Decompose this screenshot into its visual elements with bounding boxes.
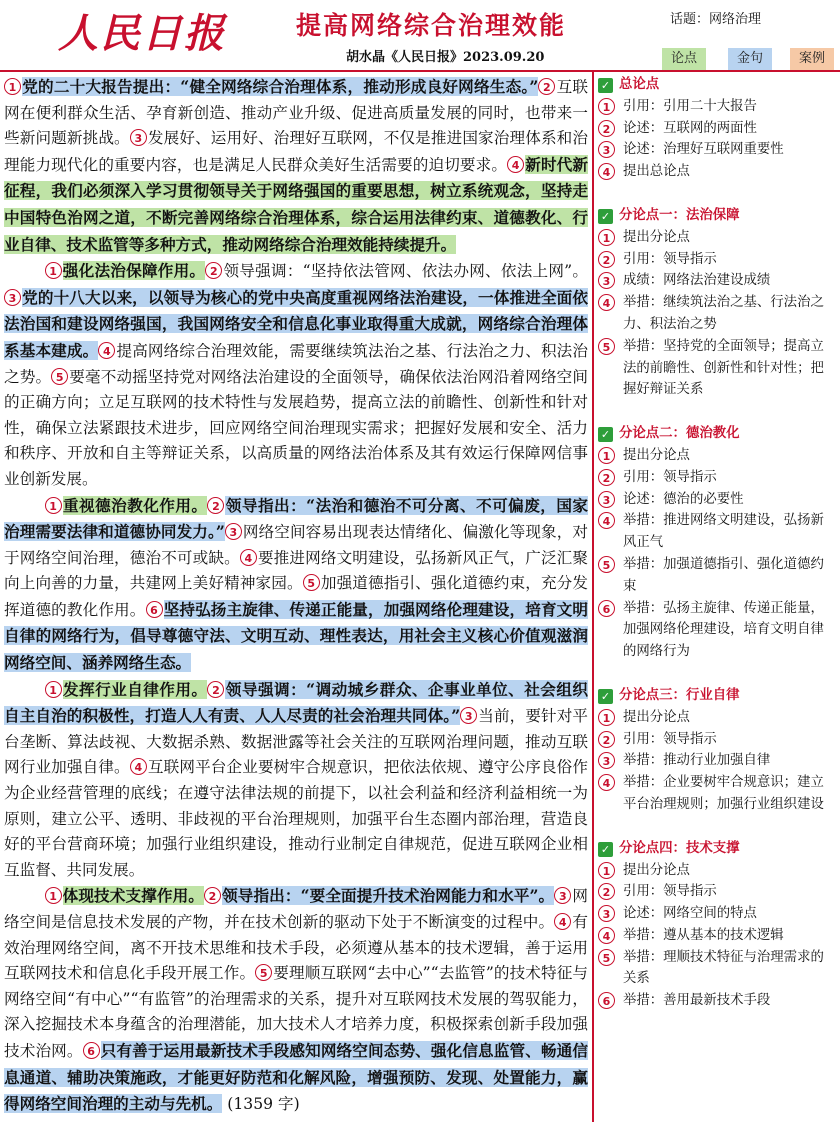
checkmark-icon: ✓ [598,209,613,224]
sentence-text: 要毫不动摇坚持党对网络法治建设的全面领导，确保依法治网沿着网络空间的正确方向；立足互联网的技术特性与发展趋势，提高立法的前瞻性、创新性和针对性，确保立法紧跟技术进步，回应网络空间治理现实需求；把握好发展和安全、活力和秩序、开放和自主等辩证关系，以高质量的网络法治体系及其有效运行保障网信事业创新发展。 [4,367,588,488]
article-paragraph [4,258,588,492]
outline-item [598,554,834,598]
byline: 胡水晶《人民日报》2023.09.20 [346,50,545,65]
legend-argument: 论点 [662,48,706,70]
article-paragraph [4,883,588,1117]
checkmark-icon: ✓ [598,78,613,93]
outline-item [598,118,834,140]
sentence-text: 领导强调：“调动城乡群众、企事业单位、社会组织自主自治的积极性，打造人人有责、人人尽责的社会治理共同体。” [4,679,588,726]
sentence-text: 发展好、运用好、治理好互联网，不仅是推进国家治理体系和治理能力现代化的重要内容，也是满足人民群众美好生活需要的迫切要求。 [4,129,588,174]
outline-item [598,270,834,292]
item-number-icon: 4 [598,163,615,180]
article-body [4,74,588,1118]
outline-item-text: 举措：推进网络文明建设，弘扬新风正气 [623,513,824,551]
outline-item [598,489,834,511]
item-number-icon: 1 [598,98,615,115]
outline-item [598,445,834,467]
outline-item [598,249,834,271]
outline-section [598,423,834,663]
sentence-text: 要理顺互联网“去中心”“去监管”的技术特征与网络空间“有中心”“有监管”的治理需求的关系，提升对互联网技术发展的驾驭能力，深入挖掘技术本身蕴含的治理潜能，加大技术人才培养力度，积极探索创新手段加强技术治网。 [4,964,588,1060]
outline-section-title [598,838,834,860]
item-number-icon: 2 [598,469,615,486]
outline-item [598,161,834,183]
outline-item [598,750,834,772]
article-paragraph [4,74,588,258]
sentence-number-icon: 5 [255,964,272,981]
outline-section-title [598,74,834,96]
outline-item [598,336,834,401]
outline-item-text: 论述：网络空间的特点 [623,906,757,922]
sentence-number-icon: 4 [240,549,257,566]
item-number-icon: 4 [598,512,615,529]
outline-item [598,598,834,663]
article-paragraph [4,677,588,884]
outline-section-title [598,205,834,227]
sentence-text: 党的二十大报告提出：“健全网络综合治理体系，推动形成良好网络生态。” [22,77,539,96]
outline-item-text: 举措：继续筑法治之基、行法治之力、积法治之势 [623,295,824,332]
sentence-number-icon: 1 [4,78,21,95]
outline-item [598,707,834,729]
sentence-number-icon: 2 [207,681,224,698]
item-number-icon: 5 [598,949,615,966]
outline-item [598,947,834,991]
outline-item-text: 举措：坚持党的全面领导；提高立法的前瞻性、创新性和针对性；把握好辩证关系 [623,338,824,398]
outline-item-text: 论述：治理好互联网重要性 [623,142,784,158]
sentence-text: 加强道德指引、强化道德约束，充分发挥道德的教化作用。 [4,574,588,619]
outline-item-text: 举措：弘扬主旋律、传递正能量，加强网络伦理建设，培育文明自律的网络行为 [623,600,824,660]
item-number-icon: 1 [598,229,615,246]
outline-item-text: 成绩：网络法治建设成绩 [623,273,771,289]
outline-item-text: 举措：遵从基本的技术逻辑 [623,927,784,943]
newspaper-logo: 人民日报 [58,10,226,57]
article-paragraph [4,493,588,677]
outline-item [598,139,834,161]
outline-item [598,881,834,903]
header-divider [0,70,840,72]
sentence-text: 网络空间是信息技术发展的产物，并在技术创新的驱动下处于不断演变的过程中。 [4,887,588,931]
sentence-number-icon: 1 [45,887,62,904]
sentence-text: 领导指出：“法治和德治不可分离、不可偏废，国家治理需要法律和道德协同发力。” [4,495,588,542]
item-number-icon: 3 [598,905,615,922]
outline-item [598,729,834,751]
sentence-text: 强化法治保障作用。 [62,261,206,281]
item-number-icon: 2 [598,883,615,900]
column-divider [592,72,594,1122]
outline-panel [598,74,834,1012]
item-number-icon: 6 [598,600,615,617]
sentence-number-icon: 6 [83,1042,100,1059]
sentence-text: 提高网络综合治理效能，需要继续筑法治之基、行法治之力、积法治之势。 [4,341,588,386]
sentence-text: 党的十八大以来，以领导为核心的党中央高度重视网络法治建设，一体推进全面依法治国和建设网络强国，我国网络安全和信息化事业取得重大成就，网络综合治理体系基本建成。 [4,287,588,360]
sentence-number-icon: 2 [207,497,224,514]
sentence-number-icon: 3 [460,707,477,724]
outline-item-text: 举措：推动行业加强自律 [623,753,771,769]
outline-item-text: 举措：善用最新技术手段 [623,993,771,1009]
checkmark-icon: ✓ [598,842,613,857]
outline-section [598,205,834,401]
sentence-number-icon: 3 [4,289,21,306]
outline-item [598,227,834,249]
sentence-number-icon: 1 [45,262,62,279]
item-number-icon: 1 [598,709,615,726]
sentence-text: 有效治理网络空间，离不开技术思维和技术手段，必须遵从基本的技术逻辑，善于运用互联网技术和信息化手段开展工作。 [4,913,588,983]
outline-item-text: 举措：加强道德指引、强化道德约束 [623,556,824,594]
item-number-icon: 5 [598,338,615,355]
outline-item [598,925,834,947]
sentence-text: 领导指出：“要全面提升技术治网能力和水平”。 [221,886,555,906]
outline-item-text: 举措：理顺技术特征与治理需求的关系 [623,949,824,987]
sentence-number-icon: 1 [45,681,62,698]
outline-item [598,990,834,1012]
outline-item [598,903,834,925]
outline-title-text: 分论点四：技术支撑 [619,839,740,856]
sentence-text: 领导强调：“坚持依法管网、依法办网、依法上网”。 [223,262,588,281]
outline-item [598,772,834,816]
item-number-icon: 6 [598,992,615,1009]
item-number-icon: 3 [598,491,615,508]
outline-item-text: 举措：企业要树牢合规意识；建立平台治理规则；加强行业组织建设 [623,775,824,812]
sentence-text: 互联网在便利群众生活、孕育新创造、推动产业升级、促进高质量发展的同时，也带来一些新问题新挑战。 [4,78,588,148]
outline-item-text: 引用：领导指示 [623,251,717,267]
sentence-number-icon: 3 [225,523,242,540]
outline-item [598,467,834,489]
outline-section [598,74,834,183]
item-number-icon: 2 [598,731,615,748]
item-number-icon: 5 [598,556,615,573]
item-number-icon: 4 [598,294,615,311]
outline-section-title [598,685,834,707]
sentence-number-icon: 5 [51,368,68,385]
outline-item [598,292,834,336]
word-count: (1359 字) [222,1095,300,1114]
legend-case: 案例 [790,48,834,70]
item-number-icon: 4 [598,927,615,944]
header [0,0,840,72]
sentence-number-icon: 6 [146,601,163,618]
outline-item-text: 论述：互联网的两面性 [623,120,757,136]
outline-item [598,96,834,118]
item-number-icon: 1 [598,447,615,464]
sentence-number-icon: 4 [507,156,524,173]
sentence-number-icon: 1 [45,497,62,514]
sentence-number-icon: 5 [303,574,320,591]
legend-quote: 金句 [728,48,772,70]
item-number-icon: 2 [598,251,615,268]
outline-item-text: 论述：德治的必要性 [623,491,744,507]
outline-item-text: 引用：领导指示 [623,884,717,900]
outline-item [598,510,834,554]
outline-item-text: 提出分论点 [623,709,690,725]
sentence-text: 互联网平台企业要树牢合规意识，把依法依规、遵守公序良俗作为企业经营管理的底线；在遵守法律法规的前提下，以社会利益和经济利益相统一为原则，建立公平、透明、非歧视的平台治理规则，加强平台生态圈内部治理，营造良好的平台营商环境；加强行业组织建设，推动行业制定自律规范，促进互联网企业相互监督、共同发展。 [4,758,588,879]
outline-item [598,860,834,882]
outline-item-text: 提出总论点 [623,164,690,180]
sentence-text: 体现技术支撑作用。 [62,886,204,906]
sentence-text: 新时代新征程，我们必须深入学习贯彻领导关于网络强国的重要思想，树立系统观念，坚持走中国特色治网之道，不断完善网络综合治理体系，综合运用法律约束、道德教化、行业自律、技术监管等多种方式，推动网络综合治理效能持续提升。 [4,154,588,254]
outline-item-text: 提出分论点 [623,229,690,245]
sentence-text: 只有善于运用最新技术手段感知网络空间态势、强化信息监管、畅通信息通道、辅助决策施政，才能更好防范和化解风险，增强预防、发现、处置能力，赢得网络空间治理的主动与先机。 [4,1040,588,1114]
item-number-icon: 3 [598,752,615,769]
outline-item-text: 引用：领导指示 [623,731,717,747]
outline-section [598,685,834,816]
item-number-icon: 3 [598,141,615,158]
item-number-icon: 2 [598,120,615,137]
outline-title-text: 分论点一：法治保障 [619,206,740,223]
checkmark-icon: ✓ [598,689,613,704]
sentence-text: 坚持弘扬主旋律、传递正能量，加强网络伦理建设，培育文明自律的网络行为，倡导尊德守法、文明互动、理性表达，用社会主义核心价值观滋润网络空间、涵养网络生态。 [4,599,588,673]
topic-label: 话题：网络治理 [670,12,762,27]
sentence-number-icon: 2 [204,887,221,904]
sentence-number-icon: 4 [98,342,115,359]
sentence-text: 要推进网络文明建设，弘扬新风正气，广泛汇聚向上向善的力量，共建网上美好精神家园。 [4,548,588,593]
checkmark-icon: ✓ [598,427,613,442]
sentence-text: 当前，要针对平台垄断、算法歧视、大数据杀熟、数据泄露等社会关注的互联网治理问题，推动互联网行业加强自律。 [4,707,588,777]
outline-title-text: 总论点 [619,76,660,92]
outline-title-text: 分论点二：德治教化 [619,425,740,442]
outline-section [598,838,834,1012]
outline-item-text: 提出分论点 [623,447,690,463]
outline-title-text: 分论点三：行业自律 [619,686,740,703]
sentence-text: 发挥行业自律作用。 [62,679,208,699]
sentence-text: 网络空间容易出现表达情绪化、偏激化等现象，对于网络空间治理，德治不可或缺。 [4,523,588,567]
outline-item-text: 提出分论点 [623,862,690,878]
outline-section-title [598,423,834,445]
sentence-number-icon: 3 [130,129,147,146]
item-number-icon: 4 [598,774,615,791]
item-number-icon: 1 [598,862,615,879]
sentence-text: 重视德治教化作用。 [62,495,208,515]
sentence-number-icon: 2 [205,262,222,279]
sentence-number-icon: 3 [554,887,571,904]
sentence-number-icon: 4 [130,758,147,775]
page-title: 提高网络综合治理效能 [296,11,567,40]
item-number-icon: 3 [598,272,615,289]
outline-item-text: 引用：领导指示 [623,469,717,485]
sentence-number-icon: 4 [554,913,571,930]
outline-item-text: 引用：引用二十大报告 [623,98,757,114]
sentence-number-icon: 2 [538,78,555,95]
